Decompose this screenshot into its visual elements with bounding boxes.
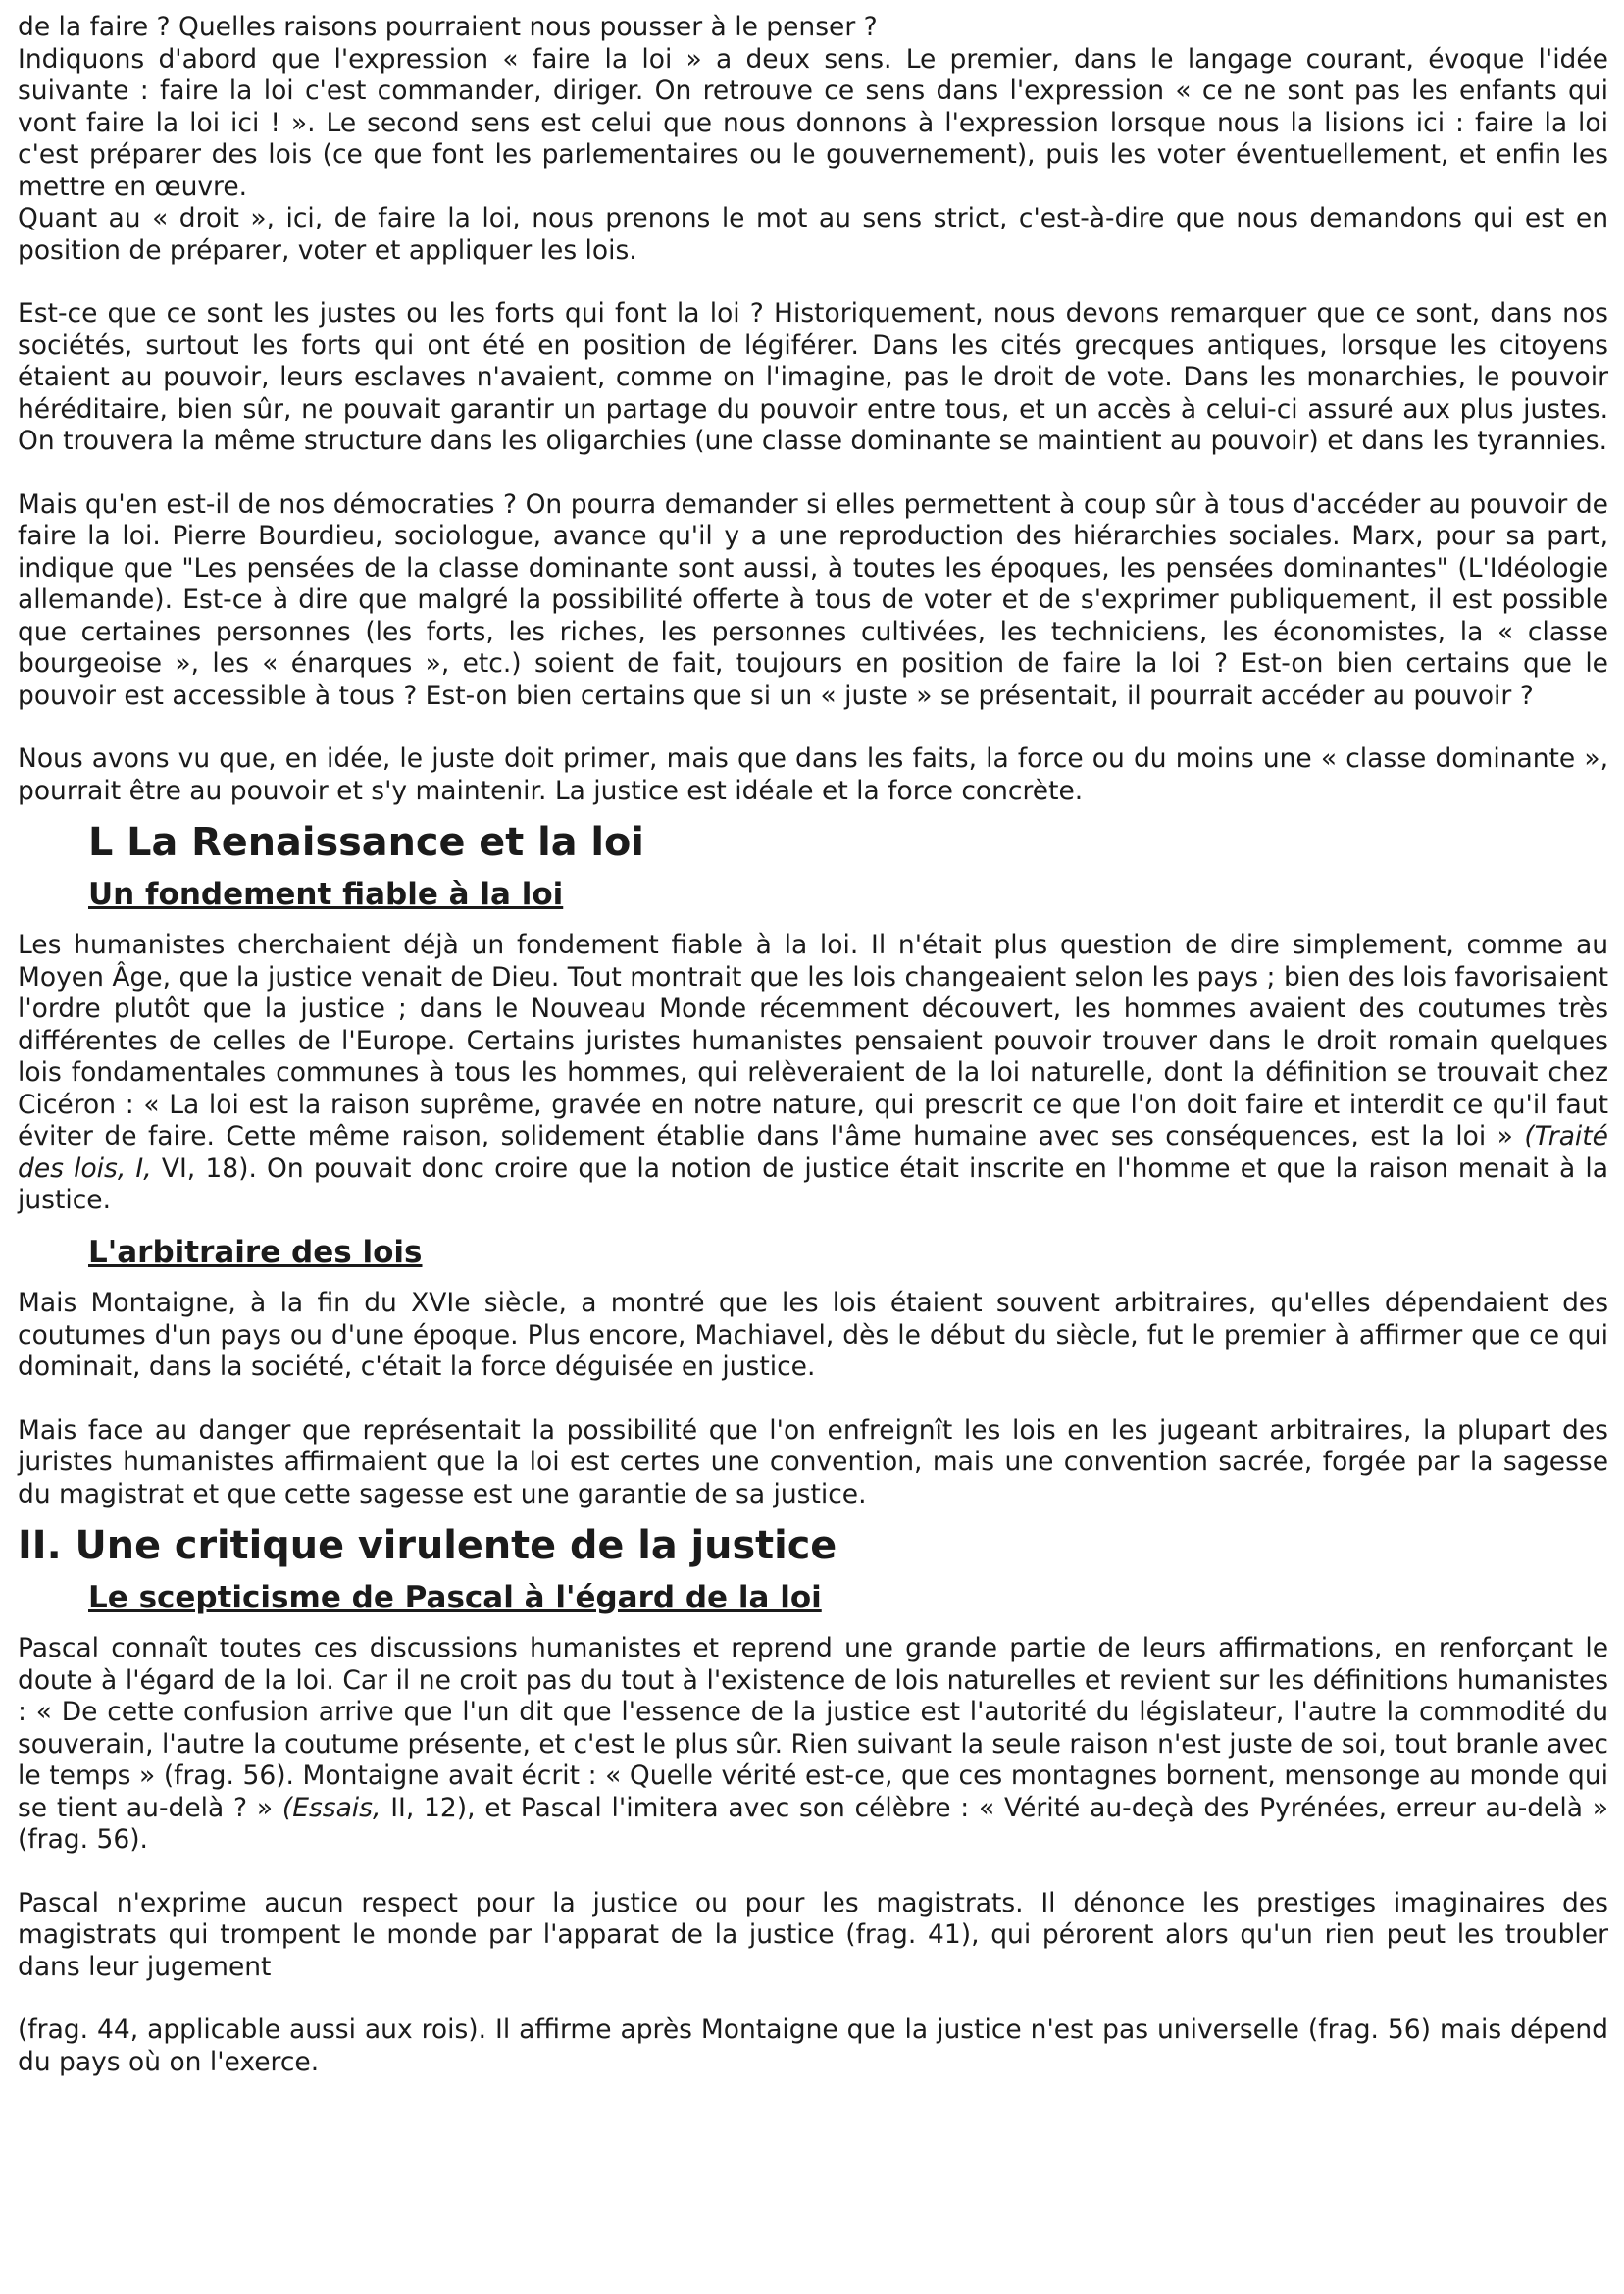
section-heading-critique: II. Une critique virulente de la justice	[18, 1523, 837, 1568]
citation: (Traité des lois, I,	[18, 1121, 1608, 1184]
subheading-scepticisme: Le scepticisme de Pascal à l'égard de la loi	[88, 1579, 822, 1615]
paragraph: (frag. 44, applicable aussi aux rois). Il affirme après Montaigne que la justice n'est pas universelle (frag. 56) mais dépend du pays où on l'exerce.	[18, 2014, 1608, 2077]
paragraph: Est-ce que ce sont les justes ou les forts qui font la loi ? Historiquement, nous devons remarquer que ce sont, dans nos sociétés, surtout les forts qui ont été en position de légiférer. Dans les cités grecques antiques, lorsque les citoyens étaient au pouvoir, leurs esclaves n'avaient, comme on l'imagine, pas le droit de vote. Dans les monarchies, le pouvoir héréditaire, bien sûr, ne pouvait garantir un partage du pouvoir entre tous, et un accès à celui-ci assuré aux plus justes. On trouvera la même structure dans les oligarchies (une classe dominante se maintient au pouvoir) et dans les tyrannies.	[18, 298, 1608, 456]
subheading-arbitraire: L'arbitraire des lois	[88, 1234, 423, 1270]
paragraph: Mais face au danger que représentait la possibilité que l'on enfreignît les lois en les jugeant arbitraires, la plupart des juristes humanistes affirmaient que la loi est certes une convention, mais une convention sacrée, forgée par la sagesse du magistrat et que cette sagesse est une garantie de sa justice.	[18, 1414, 1608, 1509]
paragraph: Indiquons d'abord que l'expression « faire la loi » a deux sens. Le premier, dans le langage courant, évoque l'idée suivante : faire la loi c'est commander, diriger. On retrouve ce sens dans l'expression « ce ne sont pas les enfants qui vont faire la loi ici ! ». Le second sens est celui que nous donnons à l'expression lorsque nous la lisions ici : faire la loi c'est préparer des lois (ce que font les parlementaires ou le gouvernement), puis les voter éventuellement, et enfin les mettre en œuvre.	[18, 43, 1608, 202]
paragraph: Nous avons vu que, en idée, le juste doit primer, mais que dans les faits, la force ou du moins une « classe dominante », pourrait être au pouvoir et s'y maintenir. La justice est idéale et la force concrète.	[18, 743, 1608, 806]
paragraph: Quant au « droit », ici, de faire la loi, nous prenons le mot au sens strict, c'est-à-dire que nous demandons qui est en position de préparer, voter et appliquer les lois.	[18, 203, 1608, 266]
citation: (Essais,	[281, 1792, 381, 1823]
text-segment: VI, 18). On pouvait donc croire que la notion de justice était inscrite en l'homme et que la raison menait à la justice.	[18, 1152, 1608, 1215]
paragraph: de la faire ? Quelles raisons pourraient nous pousser à le penser ?	[18, 12, 878, 42]
document-page	[18, 12, 1608, 2078]
paragraph: Pascal n'exprime aucun respect pour la justice ou pour les magistrats. Il dénonce les prestiges imaginaires des magistrats qui trompent le monde par l'apparat de la justice (frag. 41), qui pérorent alors qu'un rien peut les troubler dans leur jugement	[18, 1887, 1608, 1982]
text-segment: Pascal connaît toutes ces discussions humanistes et reprend une grande partie de leurs affirmations, en renforçant le doute à l'égard de la loi. Car il ne croit pas du tout à l'existence de lois naturelles et revient sur les définitions humanistes : « De cette confusion arrive que l'un dit que l'essence de la justice est l'autorité du législateur, l'autre la commodité du souverain, l'autre la coutume présente, et c'est le plus sûr. Rien suivant la seule raison n'est juste de soi, tout branle avec le temps » (frag. 56). Montaigne avait écrit : « Quelle vérité est-ce, que ces montagnes bornent, mensonge au monde qui se tient au-delà ? »	[18, 1633, 1608, 1823]
paragraph: Mais Montaigne, à la fin du XVIe siècle, a montré que les lois étaient souvent arbitraires, qu'elles dépendaient des coutumes d'un pays ou d'une époque. Plus encore, Machiavel, dès le début du siècle, fut le premier à affirmer que ce qui dominait, dans la société, c'était la force déguisée en justice.	[18, 1288, 1608, 1382]
subheading-fondement: Un fondement fiable à la loi	[88, 876, 564, 912]
paragraph	[18, 930, 1608, 1217]
text-segment: Les humanistes cherchaient déjà un fondement fiable à la loi. Il n'était plus question de dire simplement, comme au Moyen Âge, que la justice venait de Dieu. Tout montrait que les lois changeaient selon les pays ; bien des lois favorisaient l'ordre plutôt que la justice ; dans le Nouveau Monde récemment découvert, les hommes avaient des coutumes très différentes de celles de l'Europe. Certains juristes humanistes pensaient pouvoir trouver dans le droit romain quelques lois fondamentales communes à tous les hommes, qui relèveraient de la loi naturelle, dont la définition se trouvait chez Cicéron : « La loi est la raison suprême, gravée en notre nature, qui prescrit ce que l'on doit faire et interdit ce qu'il faut éviter de faire. Cette même raison, solidement établie dans l'âme humaine avec ses conséquences, est la loi »	[18, 930, 1608, 1151]
text-segment: II, 12), et Pascal l'imitera avec son célèbre : « Vérité au-deçà des Pyrénées, erreur au-delà » (frag. 56).	[18, 1792, 1608, 1855]
paragraph: Mais qu'en est-il de nos démocraties ? On pourra demander si elles permettent à coup sûr à tous d'accéder au pouvoir de faire la loi. Pierre Bourdieu, sociologue, avance qu'il y a une reproduction des hiérarchies sociales. Marx, pour sa part, indique que "Les pensées de la classe dominante sont aussi, à toutes les époques, les pensées dominantes" (L'Idéologie allemande). Est-ce à dire que malgré la possibilité offerte à tous de voter et de s'exprimer publiquement, il est possible que certaines personnes (les forts, les riches, les personnes cultivées, les techniciens, les économistes, la « classe bourgeoise », les « énarques », etc.) soient de fait, toujours en position de faire la loi ? Est-on bien certains que le pouvoir est accessible à tous ? Est-on bien certains que si un « juste » se présentait, il pourrait accéder au pouvoir ?	[18, 488, 1608, 711]
section-heading-renaissance: L La Renaissance et la loi	[88, 820, 644, 865]
paragraph	[18, 1633, 1608, 1857]
